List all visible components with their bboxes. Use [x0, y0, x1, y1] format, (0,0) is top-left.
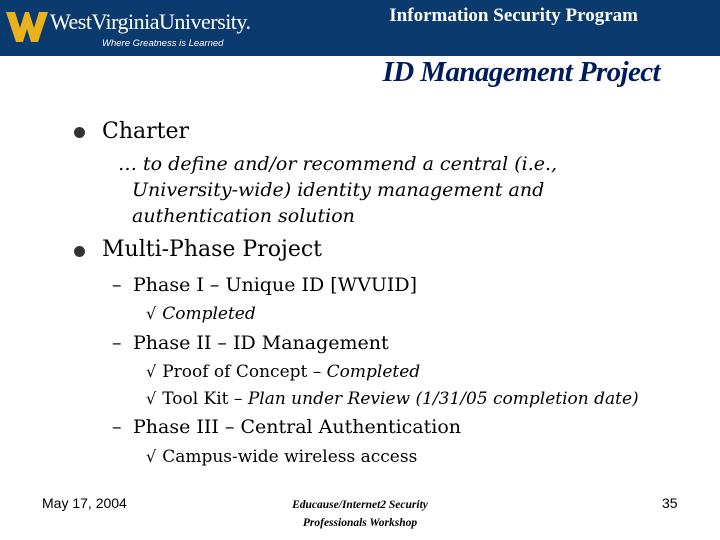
dash-icon: –: [112, 274, 122, 296]
phase-2-sub-1: √ Proof of Concept – Completed: [146, 362, 421, 382]
checkmark-icon: √: [146, 389, 157, 408]
phase-3-label: Phase III – Central Authentication: [133, 416, 462, 438]
multiphase-heading: Multi-Phase Project: [102, 237, 322, 262]
charter-heading: Charter: [102, 119, 190, 144]
checkmark-icon: √: [146, 304, 157, 323]
charter-desc-line-1: … to define and/or recommend a central (i.e.,: [118, 153, 558, 175]
phase-3-sub-1: √ Campus-wide wireless access: [146, 447, 418, 467]
page-number: 35: [662, 495, 678, 511]
footer-event-line-2: Professionals Workshop: [302, 517, 418, 529]
dash-icon: –: [112, 416, 122, 438]
flying-wv-icon: [6, 10, 48, 44]
phase-1-label: Phase I – Unique ID [WVUID]: [133, 274, 418, 296]
footer-date: May 17, 2004: [42, 495, 127, 511]
checkmark-icon: √: [146, 447, 157, 466]
charter-desc-line-2: University-wide) identity management and: [132, 179, 545, 201]
bullet-icon: [74, 246, 85, 257]
bullet-icon: [74, 127, 85, 138]
footer-event: [230, 496, 490, 532]
checkmark-icon: √: [146, 362, 157, 381]
charter-desc-line-3: authentication solution: [132, 205, 355, 227]
footer-event-line-1: Educause/Internet2 Security: [292, 499, 428, 511]
phase-2-label: Phase II – ID Management: [133, 332, 389, 354]
dash-icon: –: [112, 332, 122, 354]
university-name: WestVirginiaUniversity.: [50, 9, 251, 34]
phase-1-sub-1: √ Completed: [146, 304, 256, 324]
university-tagline: Where Greatness is Learned: [102, 38, 224, 49]
slide-title: ID Management Project: [382, 56, 660, 88]
slide-title-box: [330, 56, 660, 96]
wvu-logo: [6, 8, 251, 54]
program-title: Information Security Program: [389, 5, 638, 26]
phase-2-sub-2: √ Tool Kit – Plan under Review (1/31/05 completion date): [146, 389, 639, 409]
